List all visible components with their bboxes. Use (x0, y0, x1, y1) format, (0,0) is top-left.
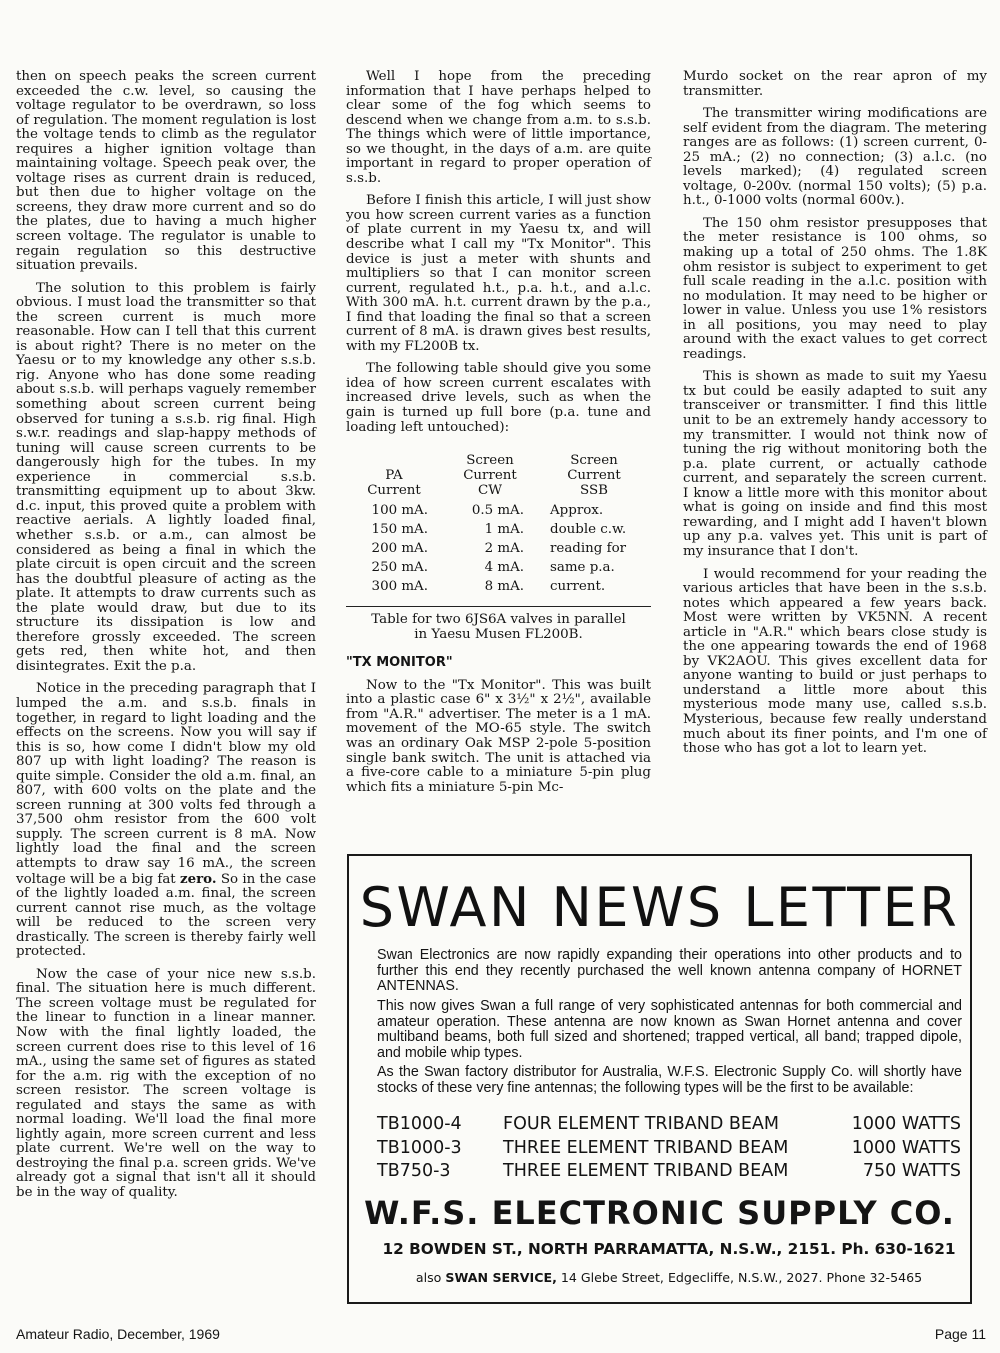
ad-paragraph-1: Swan Electronics are now rapidly expanding their operations into other products and to further this end they recently purchased the well known antenna company of HORNET ANTENNAS. (377, 947, 962, 995)
table-rule (346, 606, 651, 607)
col2-paragraph-3: The following table should give you some idea of how screen current escalates with increased drive levels, such as when the gain is turned up full bore (p.a. tune and loading left untouched): (346, 361, 651, 435)
swan-advertisement (347, 854, 972, 1304)
article-column-2 (346, 70, 651, 803)
col1-paragraph-4: Now the case of your nice new s.s.b. final. The situation here is much different. The screen voltage must be regulated for the linear to function in a linear manner. Now with the final lightly loaded, the screen current does rise to this level of 16 mA., using the same set of figures as stated for the a.m. rig with the exception of no screen resistor. The screen voltage is regulated and stays the same as with normal loading. We'll load the final more lightly again, more screen current and less plate current. We're well on the way to destroying the final p.a. screen grids. We've already got a signal that isn't all it should be in the way of quality. (16, 966, 316, 1201)
ad-service-name: SWAN SERVICE, (445, 1270, 557, 1285)
article-column-3 (683, 70, 987, 765)
table-row (348, 558, 648, 577)
product-wattage: 750 WATTS (862, 1161, 961, 1181)
product-code: TB750-3 (377, 1161, 451, 1181)
table-cell-screen-ssb: same p.a. (550, 560, 615, 576)
table-caption-line-1: Table for two 6JS6A valves in parallel (371, 612, 626, 628)
col2-paragraph-4: Now to the "Tx Monitor". This was built into a plastic case 6" x 3½" x 2½", available from "A.R." advertiser. The meter is a 1 mA. movement of the MO-65 style. The switch was an ordinary Oak MSP 2-pole 5-position single bank switch. The unit is attached via a five-core cable to a miniature 5-pin plug which fits a miniature 5-pin Mc- (346, 677, 651, 795)
product-description: THREE ELEMENT TRIBAND BEAM (503, 1161, 789, 1181)
table-cell-screen-ssb: Approx. (550, 503, 604, 519)
table-row (348, 520, 648, 539)
table-cell-pa-current: 300 mA. (371, 579, 428, 595)
product-wattage: 1000 WATTS (851, 1138, 961, 1158)
ad-address: 12 BOWDEN ST., NORTH PARRAMATTA, N.S.W., 2151. Ph. 630-1621 (382, 1240, 956, 1258)
table-cell-screen-cw: 8 mA. (484, 579, 524, 595)
col3-paragraph-2: The transmitter wiring modifications are self evident from the diagram. The metering ranges are as follows: (1) screen current, 0-25 mA.; (2) no connection; (3) a.l.c. (no levels marked); (4) regulated screen voltage, 0-200v. (normal 150 volts); (5) p.a. h.t., 0-1000 volts (normal 600v.). (683, 106, 987, 209)
ad-service-address: 14 Glebe Street, Edgecliffe, N.S.W., 2027. Phone 32-5465 (560, 1270, 923, 1285)
table-cell-pa-current: 200 mA. (371, 541, 428, 557)
ad-company-name: W.F.S. ELECTRONIC SUPPLY CO. (364, 1194, 955, 1232)
col3-paragraph-3: The 150 ohm resistor presupposes that the meter resistance is 100 ohms, so making up a total of 250 ohms. The 1.8K ohm resistor is subject to experiment to get full scale reading in the a.l.c. position with no modulation. It may need to be higher or lower in value. Unless you use 1% resistors in all positions, you may need to play around with the exact values to get correct readings. (683, 215, 987, 362)
table-cell-screen-ssb: reading for (550, 541, 627, 557)
footer-page-number: Page 11 (934, 1326, 986, 1342)
product-code: TB1000-3 (377, 1138, 462, 1158)
col3-paragraph-1: Murdo socket on the rear apron of my transmitter. (683, 69, 987, 99)
table-row (348, 577, 648, 596)
col1-paragraph-3 (16, 682, 316, 959)
product-description: THREE ELEMENT TRIBAND BEAM (503, 1138, 789, 1158)
ad-paragraph-3: As the Swan factory distributor for Australia, W.F.S. Electronic Supply Co. will shortly have stocks of these very fine antennas; the following types will be the first to be available: (377, 1064, 962, 1096)
product-row (377, 1138, 961, 1160)
table-cell-screen-cw: 0.5 mA. (471, 503, 524, 519)
col2-paragraph-1: Well I hope from the preceding information that I have perhaps helped to clear some of the fog which seems to descend when we change from a.m. to s.s.b. The things which were of little importance, so we thought, in the days of a.m. are quite important in regard to proper operation of s.s.b. (346, 69, 651, 186)
table-cell-screen-ssb: current. (550, 579, 606, 595)
table-cell-pa-current: 250 mA. (371, 560, 428, 576)
col1-bold-word: zero. (179, 870, 217, 887)
table-cell-screen-ssb: double c.w. (550, 522, 627, 538)
table-header-screen-cw: Screen Current CW (463, 453, 517, 499)
table-cell-screen-cw: 4 mA. (484, 560, 524, 576)
table-cell-screen-cw: 2 mA. (484, 541, 524, 557)
ad-service-line (377, 1270, 961, 1285)
col3-paragraph-4: This is shown as made to suit my Yaesu tx but could be easily adapted to suit any transceiver or transmitter. I find this little unit to be an extremely handy accessory to my transmitter. I would not think now of tuning the rig without monitoring both the p.a. plate current, or actually cathode current, and separately the screen current. I know a little more with this monitor about what is going on inside and find this most rewarding, and I might add I haven't blown up any p.a. valves yet. This unit is part of my insurance that I don't. (683, 369, 987, 559)
col1-paragraph-1: then on speech peaks the screen current exceeded the c.w. level, so causing the voltage regulator to be overdrawn, so loss of regulation. The moment regulation is lost the voltage tends to climb as the regulator requires a higher ignition voltage than maintaining voltage. Speech peak over, the voltage rises as current drain is reduced, but then due to higher voltage on the screens, they draw more current and so do the plates, due to having a much higher screen voltage. The regulator is unable to regain regulation so this destructive situation prevails. (16, 69, 316, 274)
table-row (348, 539, 648, 558)
col2-paragraph-2: Before I finish this article, I will just show you how screen current varies as a function of plate current in my Yaesu tx, and will describe what I call my "Tx Monitor". This device is just a meter with shunts and multipliers so that I can monitor screen current, regulated h.t., p.a. h.t., and a.l.c. With 300 mA. h.t. current drawn by the p.a., I find that loading the final so that a screen current of 8 mA. is drawn gives best results, with my FL200B tx. (346, 193, 651, 354)
table-cell-pa-current: 100 mA. (371, 503, 428, 519)
product-row (377, 1114, 961, 1136)
table-caption (346, 613, 651, 642)
table-header-pa-current: PA Current (367, 468, 421, 499)
ad-paragraph-2: This now gives Swan a full range of very sophisticated antennas for both commercial and amateur operation. These antenna are now known as Swan Hornet antenna and cover multiband beams, both full sized and shortened; trapped vertical, all band; trapped dipole, and mobile whip types. (377, 998, 962, 1061)
ad-title: SWAN NEWS LETTER (359, 876, 960, 939)
table-caption-line-2: in Yaesu Musen FL200B. (414, 626, 583, 642)
section-heading-tx-monitor: "TX MONITOR" (346, 655, 453, 671)
table-row (348, 501, 648, 520)
table-cell-screen-cw: 1 mA. (484, 522, 524, 538)
screen-current-table (348, 453, 648, 596)
article-column-1 (16, 70, 316, 1209)
table-header-row (348, 453, 648, 501)
col1-paragraph-3-part-a: Notice in the preceding paragraph that I lumped the a.m. and s.s.b. finals in together, in regard to light loading and the effects on the screens. Now you will say if this is so, how come I didn't blow my old 807 up with light loading? The reason is quite simple. Consider the old a.m. final, an 807, with 600 volts on the plate and the screen running at 300 volts fed through a 37,500 ohm resistor from the 600 volt supply. The screen current is 8 mA. Now lightly load the final and the screen attempts to draw say 16 mA., the screen voltage will be a big fat (16, 681, 316, 887)
product-wattage: 1000 WATTS (851, 1114, 961, 1134)
footer-publication: Amateur Radio, December, 1969 (16, 1326, 220, 1342)
table-body (348, 501, 648, 596)
product-row (377, 1161, 961, 1183)
table-cell-pa-current: 150 mA. (371, 522, 428, 538)
col1-paragraph-3-part-b: So in the case of the lightly loaded a.m. final, the screen current cannot rise much, as the voltage will be reduced to the screen very drastically. The screen is thereby fairly well protected. (16, 871, 316, 960)
product-code: TB1000-4 (377, 1114, 462, 1134)
product-description: FOUR ELEMENT TRIBAND BEAM (503, 1114, 779, 1134)
table-header-screen-ssb: Screen Current SSB (567, 453, 621, 499)
col1-paragraph-2: The solution to this problem is fairly obvious. I must load the transmitter so that the screen current is much more reasonable. How can I tell that this current is about right? There is no meter on the Yaesu or to my knowledge any other s.s.b. rig. Anyone who has done some reading about s.s.b. will perhaps vaguely remember something about screen current being observed for tuning a s.s.b. rig final. High s.w.r. readings and slap-happy methods of tuning will cause screen currents to be dangerously high for the tubes. In my experience in commercial s.s.b. transmitting equipment up to about 3kw. d.c. input, this proved quite a problem with reactive aerials. A lightly loaded final, whether s.s.b. or a.m., can almost be considered as being a final in which the plate circuit is open circuit and the screen has the doubtful pleasure of acting as the plate. It attempts to draw currents such as the plate would draw, but due to its structure its dissipation is low and therefore grossly exceeded. The screen gets red, then white hot, and then disintegrates. Exit the p.a. (16, 280, 316, 674)
ad-service-prefix: also (415, 1270, 442, 1285)
col3-paragraph-5: I would recommend for your reading the various articles that have been in the s.s.b. notes which appeared a few years back. Most were written by VK5NN. A recent article in "A.R." which bears close study is the one appearing towards the end of 1968 by VK2AOU. This gives excellent data for anyone wanting to build or just perhaps to understand a little more about this mysterious mode many use, called s.s.b. Mysterious, because few really understand much about its finer points, and I'm one of those who has got a lot to learn yet. (683, 566, 987, 757)
